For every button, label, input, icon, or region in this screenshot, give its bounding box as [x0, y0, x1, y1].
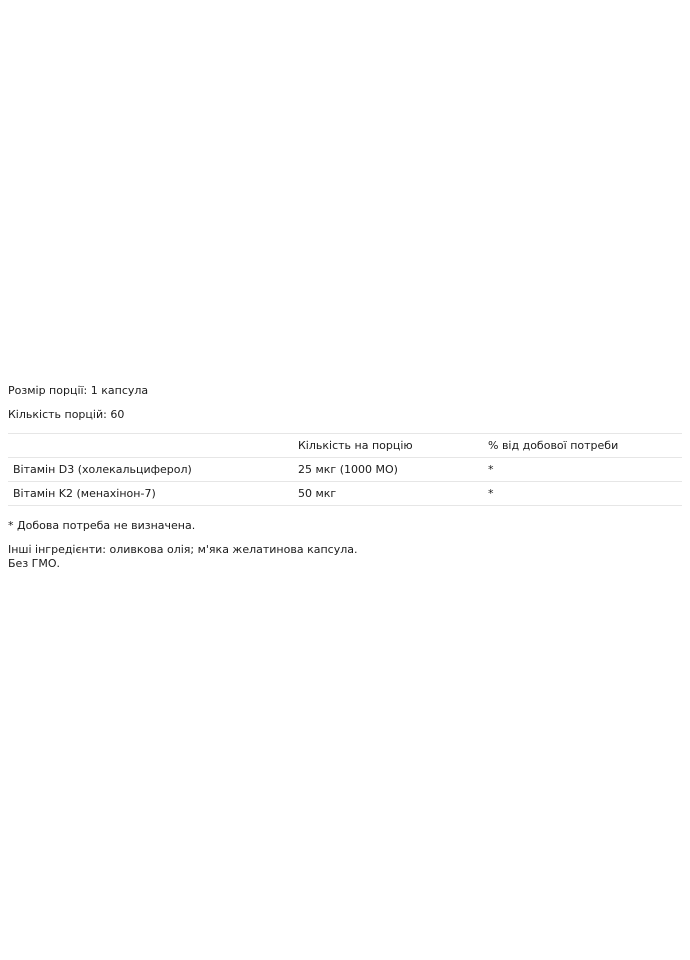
table-row: [8, 458, 682, 482]
ingredient-daily-value: *: [488, 463, 494, 476]
serving-size: Розмір порції: 1 капсула: [8, 384, 149, 397]
ingredient-name: Вітамін K2 (менахінон-7): [13, 487, 156, 500]
ingredient-daily-value: *: [488, 487, 494, 500]
ingredient-amount: 50 мкг: [298, 487, 337, 500]
header-name: [8, 434, 293, 458]
gmo-note: Без ГМО.: [8, 557, 61, 570]
header-daily-value: % від добової потреби: [488, 439, 619, 452]
supplement-facts: [8, 383, 682, 571]
table-row: [8, 482, 682, 506]
ingredient-name: Вітамін D3 (холекальциферол): [13, 463, 192, 476]
nutrition-table: [8, 433, 682, 506]
ingredient-amount: 25 мкг (1000 МО): [298, 463, 398, 476]
header-amount: Кількість на порцію: [298, 439, 413, 452]
table-header-row: [8, 434, 682, 458]
daily-value-footnote: * Добова потреба не визначена.: [8, 519, 196, 532]
servings-count: Кількість порцій: 60: [8, 408, 125, 421]
other-ingredients: Інші інгредієнти: оливкова олія; м'яка желатинова капсула.: [8, 543, 358, 556]
